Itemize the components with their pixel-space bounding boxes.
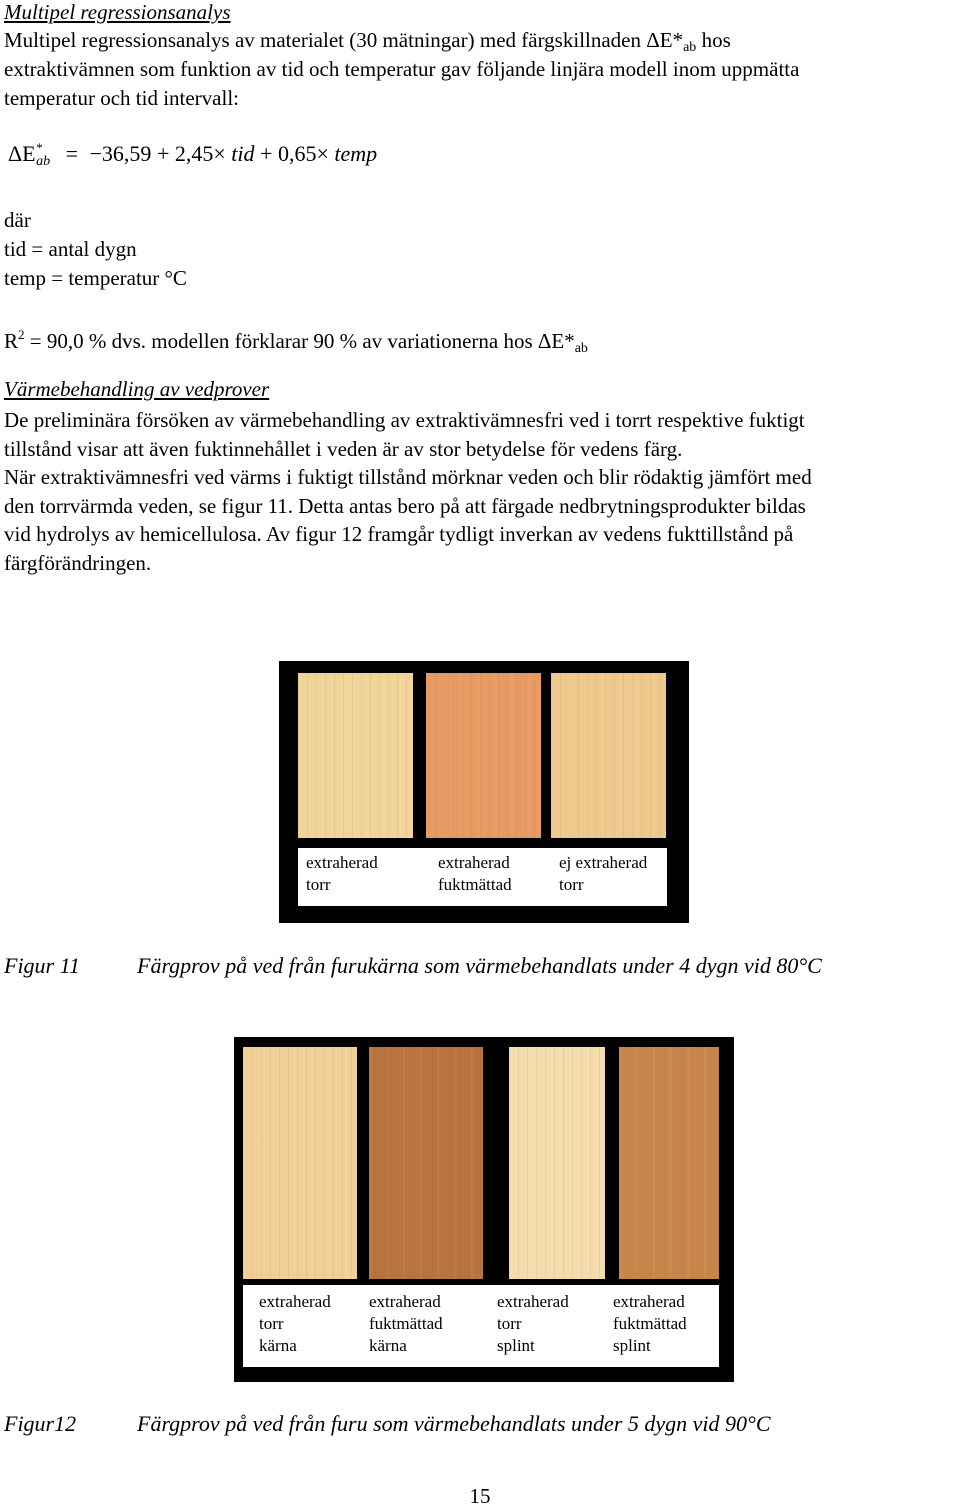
sample-label: extraherad fuktmättad bbox=[438, 853, 512, 894]
figure-12-caption-label: Figur12 bbox=[4, 1411, 77, 1436]
sample-label: extraherad fuktmättad kärna bbox=[369, 1292, 443, 1355]
definition-tid: tid = antal dygn bbox=[4, 237, 137, 261]
sample-label: ej extraherad torr bbox=[559, 853, 648, 894]
wood-sample-extracted-dry-sapwood bbox=[509, 1047, 605, 1279]
section-heading-heat-treatment: Värmebehandling av vedprover bbox=[4, 377, 270, 401]
figure-12-caption-text: Färgprov på ved från furu som värmebehandlats under 5 dygn vid 90°C bbox=[137, 1411, 771, 1436]
wood-sample-extracted-saturated-heartwood bbox=[369, 1047, 483, 1279]
regression-equation: $\Delta E^*_{ab} = -36,59 + 2,45\times$ tid + 0,65× temp bbox=[8, 140, 378, 169]
paragraph-line: När extraktivämnesfri ved värms i fuktigt tillstånd mörknar veden och blir rödaktig jämfört med bbox=[4, 465, 812, 489]
figure-12-label-box bbox=[243, 1285, 719, 1367]
definition-temp: temp = temperatur °C bbox=[4, 266, 187, 290]
wood-sample-extracted-saturated-sapwood bbox=[619, 1047, 719, 1279]
sample-label: extraherad torr bbox=[306, 853, 378, 894]
wood-sample-extracted-saturated bbox=[426, 673, 541, 838]
section-heading-regression: Multipel regressionsanalys bbox=[4, 0, 231, 24]
wood-sample-extracted-dry-heartwood bbox=[243, 1047, 357, 1279]
figure-12-photo bbox=[234, 1037, 734, 1382]
sample-label: extraherad torr splint bbox=[497, 1292, 569, 1355]
where-label: där bbox=[4, 208, 31, 232]
figure-11-caption-label: Figur 11 bbox=[4, 953, 80, 978]
figure-11-label-box bbox=[298, 848, 667, 906]
paragraph-line: tillstånd visar att även fuktinnehållet i veden är av stor betydelse för vedens färg. bbox=[4, 437, 683, 461]
sample-label: extraherad fuktmättad splint bbox=[613, 1292, 687, 1355]
r-squared-statement: $R^2 = 90,0$ % dvs. modellen förklarar 90 % av variationerna hos $\Delta E*_{ab}$ bbox=[4, 327, 588, 356]
paragraph-line: den torrvärmda veden, se figur 11. Detta antas bero på att färgade nedbrytningsprodukter bildas bbox=[4, 494, 806, 518]
paragraph-line: Multipel regressionsanalys av materialet (30 mätningar) med färgskillnaden $\Delta E*_{ab}$ hos bbox=[4, 28, 731, 55]
sample-label: extraherad torr kärna bbox=[259, 1292, 331, 1355]
paragraph-line: De preliminära försöken av värmebehandling av extraktivämnesfri ved i torrt respektive fuktigt bbox=[4, 408, 805, 432]
wood-sample-extracted-dry bbox=[298, 673, 413, 838]
figure-11-caption-text: Färgprov på ved från furukärna som värmebehandlats under 4 dygn vid 80°C bbox=[137, 953, 822, 978]
paragraph-line: extraktivämnen som funktion av tid och temperatur gav följande linjära modell inom uppmätta bbox=[4, 57, 800, 81]
wood-sample-unextracted-dry bbox=[551, 673, 666, 838]
paragraph-line: vid hydrolys av hemicellulosa. Av figur 12 framgår tydligt inverkan av vedens fukttillstånd på bbox=[4, 522, 794, 546]
page-number: 15 bbox=[469, 1484, 491, 1508]
figure-11-photo bbox=[279, 661, 689, 923]
paragraph-line: temperatur och tid intervall: bbox=[4, 86, 239, 110]
paragraph-line: färgförändringen. bbox=[4, 551, 152, 575]
